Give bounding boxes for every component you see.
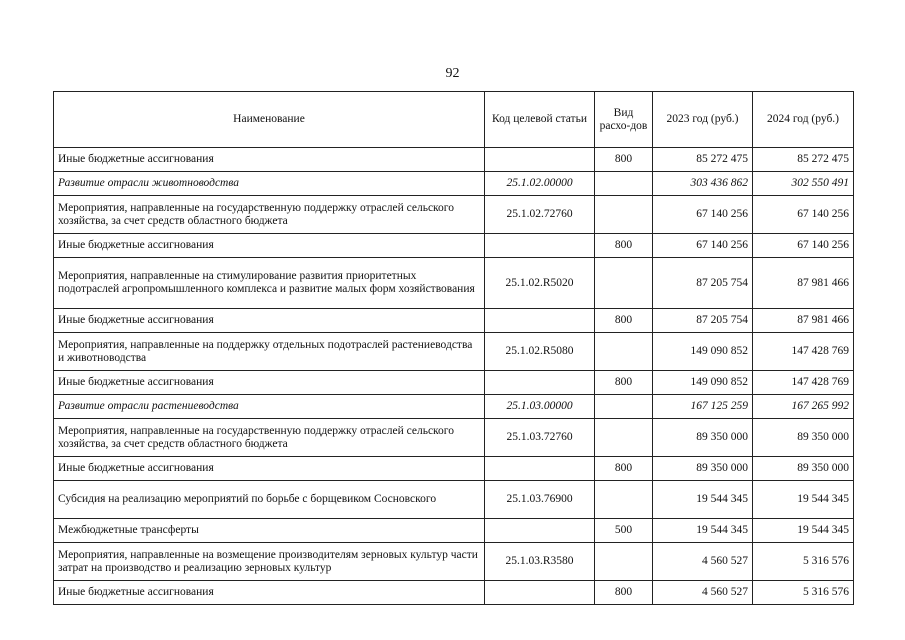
row-kind-cell xyxy=(595,395,653,419)
table-body xyxy=(54,148,854,605)
row-name-cell: Межбюджетные трансферты xyxy=(54,519,485,543)
table-row xyxy=(54,519,854,543)
header-year-2023: 2023 год (руб.) xyxy=(653,92,753,148)
row-code-cell xyxy=(485,371,595,395)
row-name-cell: Иные бюджетные ассигнования xyxy=(54,581,485,605)
row-kind-cell xyxy=(595,196,653,234)
table-row xyxy=(54,395,854,419)
row-name-cell: Мероприятия, направленные на государственную поддержку отраслей сельского хозяйства, за счет средств областного бюджета xyxy=(54,196,485,234)
row-code-cell: 25.1.02.R5080 xyxy=(485,333,595,371)
row-code-cell xyxy=(485,234,595,258)
row-kind-cell xyxy=(595,419,653,457)
row-kind-cell: 800 xyxy=(595,309,653,333)
table-row xyxy=(54,543,854,581)
table-row xyxy=(54,419,854,457)
row-kind-cell: 800 xyxy=(595,371,653,395)
row-name-cell: Субсидия на реализацию мероприятий по борьбе с борщевиком Сосновского xyxy=(54,481,485,519)
row-kind-cell xyxy=(595,258,653,309)
row-kind-cell: 500 xyxy=(595,519,653,543)
row-2023-cell: 4 560 527 xyxy=(653,543,753,581)
row-code-cell xyxy=(485,309,595,333)
row-2024-cell: 87 981 466 xyxy=(753,309,854,333)
row-name-cell: Развитие отрасли растениеводства xyxy=(54,395,485,419)
table-row xyxy=(54,148,854,172)
row-2023-cell: 67 140 256 xyxy=(653,234,753,258)
row-kind-cell: 800 xyxy=(595,148,653,172)
table-row xyxy=(54,581,854,605)
row-kind-cell xyxy=(595,481,653,519)
row-2023-cell: 89 350 000 xyxy=(653,419,753,457)
table-row xyxy=(54,234,854,258)
row-2024-cell: 302 550 491 xyxy=(753,172,854,196)
table-row xyxy=(54,258,854,309)
row-code-cell: 25.1.03.72760 xyxy=(485,419,595,457)
row-name-cell: Иные бюджетные ассигнования xyxy=(54,371,485,395)
row-2024-cell: 85 272 475 xyxy=(753,148,854,172)
row-name-cell: Мероприятия, направленные на возмещение производителям зерновых культур части затрат на производство и реализацию зерновых культур xyxy=(54,543,485,581)
row-kind-cell: 800 xyxy=(595,581,653,605)
row-code-cell xyxy=(485,148,595,172)
row-2023-cell: 149 090 852 xyxy=(653,371,753,395)
row-2024-cell: 19 544 345 xyxy=(753,519,854,543)
table-row xyxy=(54,309,854,333)
row-2023-cell: 85 272 475 xyxy=(653,148,753,172)
row-code-cell: 25.1.03.R3580 xyxy=(485,543,595,581)
row-name-cell: Развитие отрасли животноводства xyxy=(54,172,485,196)
row-2023-cell: 19 544 345 xyxy=(653,481,753,519)
row-2023-cell: 67 140 256 xyxy=(653,196,753,234)
row-name-cell: Иные бюджетные ассигнования xyxy=(54,457,485,481)
table-row xyxy=(54,457,854,481)
row-2024-cell: 147 428 769 xyxy=(753,333,854,371)
table-row xyxy=(54,333,854,371)
row-name-cell: Иные бюджетные ассигнования xyxy=(54,148,485,172)
table-row xyxy=(54,196,854,234)
row-2024-cell: 5 316 576 xyxy=(753,543,854,581)
row-2024-cell: 19 544 345 xyxy=(753,481,854,519)
row-2024-cell: 87 981 466 xyxy=(753,258,854,309)
row-name-cell: Мероприятия, направленные на поддержку отдельных подотраслей растениеводства и животноводства xyxy=(54,333,485,371)
table-row xyxy=(54,172,854,196)
page-number: 92 xyxy=(445,66,460,81)
row-code-cell: 25.1.03.76900 xyxy=(485,481,595,519)
row-2024-cell: 5 316 576 xyxy=(753,581,854,605)
table-header-row xyxy=(54,92,854,148)
row-2023-cell: 167 125 259 xyxy=(653,395,753,419)
row-kind-cell xyxy=(595,333,653,371)
row-2023-cell: 19 544 345 xyxy=(653,519,753,543)
row-2024-cell: 67 140 256 xyxy=(753,196,854,234)
row-2023-cell: 4 560 527 xyxy=(653,581,753,605)
row-code-cell xyxy=(485,457,595,481)
row-2023-cell: 303 436 862 xyxy=(653,172,753,196)
row-2023-cell: 87 205 754 xyxy=(653,309,753,333)
row-code-cell: 25.1.02.72760 xyxy=(485,196,595,234)
row-code-cell: 25.1.03.00000 xyxy=(485,395,595,419)
row-2023-cell: 89 350 000 xyxy=(653,457,753,481)
row-2023-cell: 149 090 852 xyxy=(653,333,753,371)
table-row xyxy=(54,371,854,395)
header-name: Наименование xyxy=(54,92,485,148)
row-2024-cell: 147 428 769 xyxy=(753,371,854,395)
header-code: Код целевой статьи xyxy=(485,92,595,148)
row-code-cell: 25.1.02.R5020 xyxy=(485,258,595,309)
row-kind-cell xyxy=(595,172,653,196)
row-kind-cell: 800 xyxy=(595,457,653,481)
row-2024-cell: 89 350 000 xyxy=(753,419,854,457)
row-kind-cell xyxy=(595,543,653,581)
row-code-cell xyxy=(485,519,595,543)
row-kind-cell: 800 xyxy=(595,234,653,258)
row-2024-cell: 167 265 992 xyxy=(753,395,854,419)
row-code-cell: 25.1.02.00000 xyxy=(485,172,595,196)
row-name-cell: Иные бюджетные ассигнования xyxy=(54,309,485,333)
row-2024-cell: 67 140 256 xyxy=(753,234,854,258)
row-name-cell: Иные бюджетные ассигнования xyxy=(54,234,485,258)
header-kind: Вид расхо-дов xyxy=(595,92,653,148)
table-row xyxy=(54,481,854,519)
row-name-cell: Мероприятия, направленные на государственную поддержку отраслей сельского хозяйства, за счет средств областного бюджета xyxy=(54,419,485,457)
row-2024-cell: 89 350 000 xyxy=(753,457,854,481)
row-2023-cell: 87 205 754 xyxy=(653,258,753,309)
header-year-2024: 2024 год (руб.) xyxy=(753,92,854,148)
row-name-cell: Мероприятия, направленные на стимулирование развития приоритетных подотраслей агропромышленного комплекса и развитие малых форм хозяйствования xyxy=(54,258,485,309)
row-code-cell xyxy=(485,581,595,605)
budget-table xyxy=(53,91,854,605)
